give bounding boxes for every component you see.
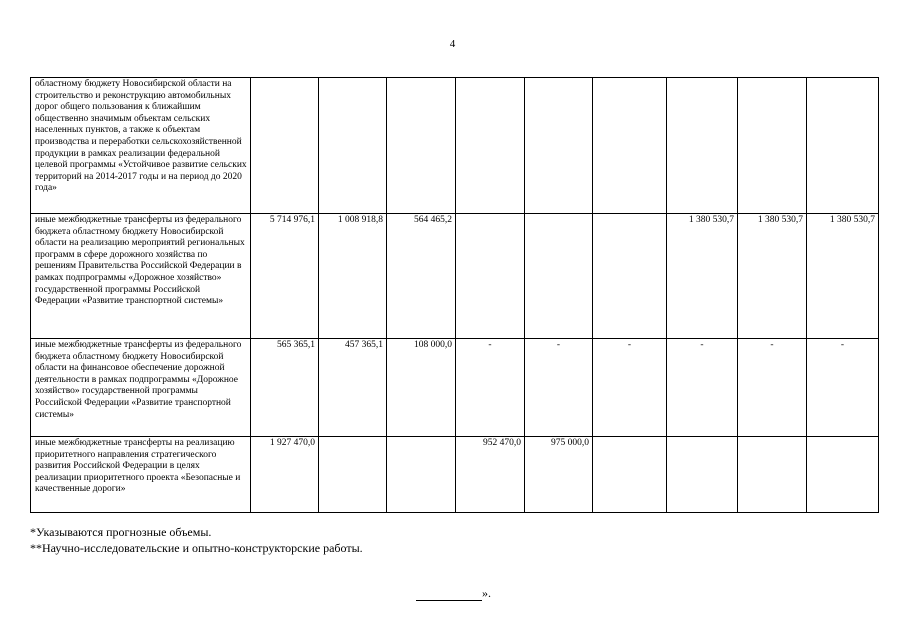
cell-value: - bbox=[807, 339, 879, 437]
cell-value: 457 365,1 bbox=[319, 339, 387, 437]
cell-value: 1 380 530,7 bbox=[667, 214, 738, 339]
cell-value bbox=[593, 78, 667, 214]
row-description: иные межбюджетные трансферты на реализацию приоритетного направления стратегического развития Российской Федерации в целях реализации приоритетного проекта «Безопасные и качественные дороги» bbox=[31, 437, 251, 513]
cell-value bbox=[738, 78, 807, 214]
cell-value bbox=[319, 437, 387, 513]
cell-value: 952 470,0 bbox=[456, 437, 525, 513]
cell-value bbox=[456, 214, 525, 339]
cell-value bbox=[319, 78, 387, 214]
cell-value: - bbox=[738, 339, 807, 437]
footnotes bbox=[30, 524, 363, 556]
cell-value bbox=[667, 78, 738, 214]
row-description: иные межбюджетные трансферты из федерального бюджета областному бюджету Новосибирской области на реализацию мероприятий региональных программ в сфере дорожного хозяйства по решениям Правительства Российской Федерации в рамках подпрограммы «Дорожное хозяйство» государственной программы Российской Федерации «Развитие транспортной системы» bbox=[31, 214, 251, 339]
cell-value: 5 714 976,1 bbox=[251, 214, 319, 339]
cell-value bbox=[525, 78, 593, 214]
cell-value bbox=[456, 78, 525, 214]
cell-value: 1 008 918,8 bbox=[319, 214, 387, 339]
row-description: иные межбюджетные трансферты из федерального бюджета областному бюджету Новосибирской области на финансовое обеспечение дорожной деятельности в рамках подпрограммы «Дорожное хозяйство» государственной программы Российской Федерации «Развитие транспортной системы» bbox=[31, 339, 251, 437]
cell-value bbox=[738, 437, 807, 513]
cell-value bbox=[667, 437, 738, 513]
budget-table bbox=[30, 77, 879, 513]
cell-value bbox=[593, 214, 667, 339]
footnote-rnd: **Научно-исследовательские и опытно-конструкторские работы. bbox=[30, 541, 363, 555]
cell-value: 108 000,0 bbox=[387, 339, 456, 437]
cell-value bbox=[251, 78, 319, 214]
cell-value bbox=[807, 78, 879, 214]
cell-value bbox=[387, 437, 456, 513]
cell-value bbox=[807, 437, 879, 513]
cell-value: - bbox=[525, 339, 593, 437]
cell-value: 564 465,2 bbox=[387, 214, 456, 339]
underline-blank bbox=[416, 589, 482, 601]
cell-value: 1 380 530,7 bbox=[807, 214, 879, 339]
cell-value bbox=[525, 214, 593, 339]
cell-value: 1 380 530,7 bbox=[738, 214, 807, 339]
row-description: областному бюджету Новосибирской области на строительство и реконструкцию автомобильных дорог общего пользования к ближайшим общественно значимым объектам сельских населенных пунктов, а также к объектам производства и переработки сельскохозяйственной продукции в рамках реализации федеральной целевой программы «Устойчивое развитие сельских территорий на 2014-2017 годы и на период до 2020 года» bbox=[31, 78, 251, 214]
cell-value bbox=[387, 78, 456, 214]
cell-value: 565 365,1 bbox=[251, 339, 319, 437]
cell-value: - bbox=[667, 339, 738, 437]
cell-value: 1 927 470,0 bbox=[251, 437, 319, 513]
cell-value: - bbox=[593, 339, 667, 437]
closing-quote: ». bbox=[482, 586, 491, 600]
cell-value: - bbox=[456, 339, 525, 437]
page-number: 4 bbox=[449, 38, 456, 50]
table-row bbox=[31, 78, 879, 214]
table-row bbox=[31, 437, 879, 513]
cell-value: 975 000,0 bbox=[525, 437, 593, 513]
table-row bbox=[31, 339, 879, 437]
footnote-forecast: *Указываются прогнозные объемы. bbox=[30, 525, 212, 539]
table-row bbox=[31, 214, 879, 339]
cell-value bbox=[593, 437, 667, 513]
closing-mark bbox=[416, 586, 491, 601]
